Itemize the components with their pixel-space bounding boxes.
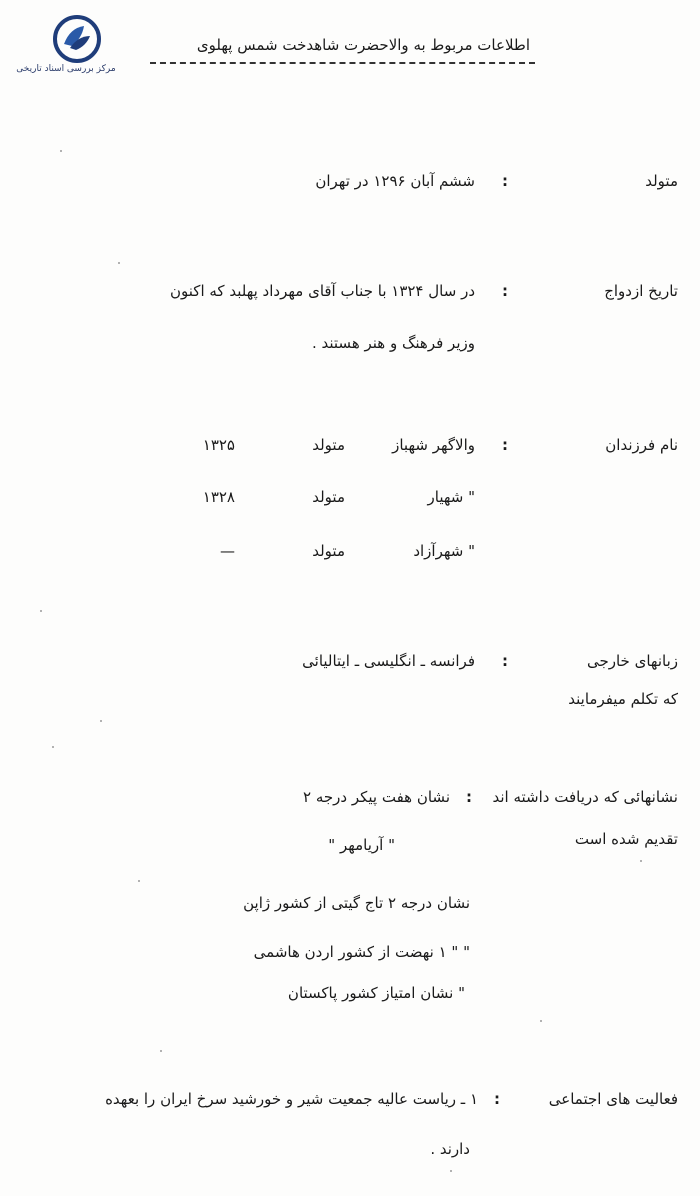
child-name: " شهرآزاد [413, 542, 475, 560]
social-value-line1: ۱ ـ ریاست عالیه جمعیت شیر و خورشید سرخ ایران را بعهده [105, 1090, 478, 1108]
child-born: متولد [312, 488, 345, 506]
languages-value-line1: فرانسه ـ انگلیسی ـ ایتالیائی [302, 652, 475, 670]
scan-speck [40, 610, 42, 612]
social-value-line2: دارند . [430, 1140, 470, 1158]
medals-line1: نشان هفت پیکر درجه ۲ [302, 788, 450, 806]
children-colon: : [502, 436, 508, 454]
logo-caption: مرکز بررسی اسناد تاریخی [16, 64, 116, 74]
scan-speck [52, 746, 54, 748]
medals-label: نشانهائی که دریافت داشته اند [492, 788, 678, 806]
medals-line2-prefix: تقدیم شده است [574, 830, 678, 848]
marriage-colon: : [502, 282, 508, 300]
medals-colon: : [466, 788, 472, 806]
birth-colon: : [502, 172, 508, 190]
medals-line3: نشان درجه ۲ تاج گیتی از کشور ژاپن [243, 894, 470, 912]
child-born: متولد [312, 436, 345, 454]
medals-line4: " " ۱ نهضت از کشور اردن هاشمی [253, 943, 470, 961]
social-colon: : [494, 1090, 500, 1108]
child-born: متولد [312, 542, 345, 560]
scan-speck [118, 262, 120, 264]
child-year: ۱۳۲۸ [202, 488, 235, 506]
birth-label: متولد [645, 172, 678, 190]
child-year: — [220, 542, 235, 560]
scan-speck [450, 1170, 452, 1172]
medals-line2-value: " آریامهر " [328, 836, 395, 854]
child-name: والاگهر شهباز [392, 436, 475, 454]
birth-value: ششم آبان ۱۲۹۶ در تهران [315, 172, 475, 190]
scan-speck [540, 1020, 542, 1022]
child-name: " شهیار [427, 488, 475, 506]
medals-line5: " نشان امتیاز کشور پاکستان [287, 984, 465, 1002]
children-label: نام فرزندان [605, 436, 678, 454]
child-year: ۱۳۲۵ [202, 436, 235, 454]
scan-speck [138, 880, 140, 882]
marriage-value-line1: در سال ۱۳۲۴ با جناب آقای مهرداد پهلبد که اکنون [170, 282, 475, 300]
scan-speck [160, 1050, 162, 1052]
marriage-label: تاریخ ازدواج [604, 282, 678, 300]
archive-logo-icon [52, 14, 102, 64]
marriage-value-line2: وزیر فرهنگ و هنر هستند . [311, 334, 475, 352]
scan-speck [100, 720, 102, 722]
scan-speck [640, 860, 642, 862]
social-label: فعالیت های اجتماعی [548, 1090, 678, 1108]
languages-label: زبانهای خارجی [586, 652, 678, 670]
languages-value-line2: که تکلم میفرمایند [568, 690, 678, 708]
header-underline [150, 62, 535, 64]
page-title: اطلاعات مربوط به والاحضرت شاهدخت شمس پهلوی [196, 36, 530, 54]
scan-speck [60, 150, 62, 152]
languages-colon: : [502, 652, 508, 670]
